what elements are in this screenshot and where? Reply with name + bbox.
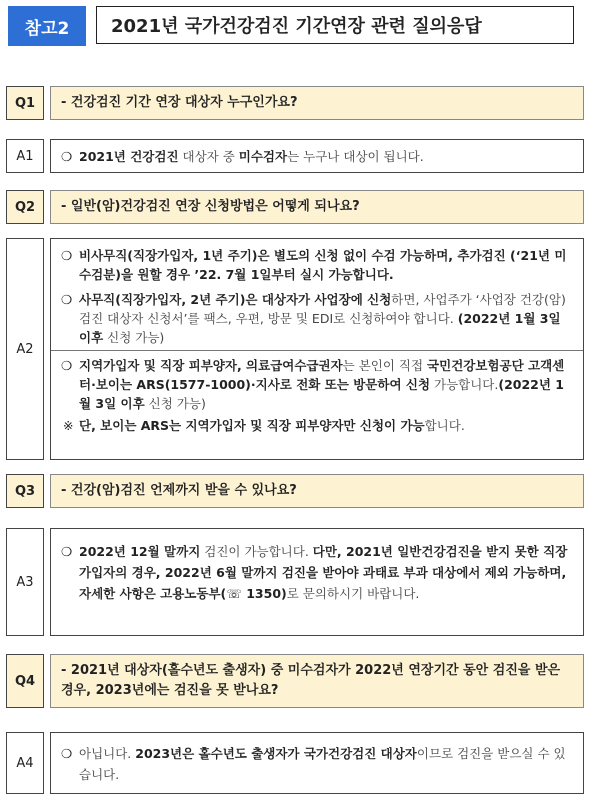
q2-label: Q2 <box>6 190 44 224</box>
q1-text: - 건강검진 기간 연장 대상자 누구인가요? <box>50 86 584 120</box>
a2-b2-part2: 하면, 사업주가 ‘사업장 건강(암)검진 대상자 신청서’를 팩스, 우편, 방문 및 EDI로 신청하여야 합니다. <box>79 292 566 326</box>
a2-b3-part1: 지역가입자 및 직장 피부양자, 의료급여수급권자 <box>79 358 343 373</box>
a2-b2-part4: 신청 가능) <box>103 330 165 345</box>
bullet-icon: ❍ <box>61 544 73 559</box>
a1-part4: 는 누구나 대상이 됩니다. <box>287 149 424 164</box>
bullet-icon: ❍ <box>61 358 73 373</box>
a2-item-1 <box>51 239 583 287</box>
a1-part1: 2021년 건강검진 <box>79 149 179 164</box>
a3-part1: 2022년 12월 말까지 <box>79 544 201 559</box>
a2-label: A2 <box>6 238 44 460</box>
a3-part3: 다만, 2021년 일반건강검진을 받지 못한 직장가입자의 경우, 2022년 6월 말까지 검진을 받아야 과태료 부과 대상에서 제외 가능하며, 자세한 사항은 <box>79 544 568 601</box>
a2-b1-text: 비사무직(직장가입자, 1년 주기)은 별도의 신청 없이 수검 가능하며, 추가검진 (‘21년 미수검분)을 원할 경우 ’22. 7월 1일부터 실시 가능합니다. <box>79 248 567 282</box>
a1-label: A1 <box>6 139 44 173</box>
a3-item <box>51 529 583 607</box>
q3-text: - 건강(암)검진 언제까지 받을 수 있나요? <box>50 474 584 508</box>
a3-box <box>50 528 584 636</box>
a2-item-3 <box>51 351 583 416</box>
a4-part1: 아닙니다. <box>79 746 136 761</box>
a1-box <box>50 139 584 173</box>
page-title: 2021년 국가건강검진 기간연장 관련 질의응답 <box>96 6 574 44</box>
a2-item-2 <box>51 287 583 350</box>
a1-part2: 대상자 중 <box>178 149 239 164</box>
a2-b3-part4: 가능합니다. <box>430 377 499 392</box>
q2-text: - 일반(암)건강검진 연장 신청방법은 어떻게 되나요? <box>50 190 584 224</box>
a4-part2: 2023년은 홀수년도 출생자가 국가건강검진 대상자 <box>135 746 417 761</box>
a3-part2: 검진이 가능합니다. <box>200 544 313 559</box>
a4-item <box>51 733 583 788</box>
q1-label: Q1 <box>6 86 44 120</box>
a2-b2-part3: (2022년 1월 3일 이후 <box>79 311 561 345</box>
a2-b3-part3: 국민건강보험공단 고객센터·보이는 ARS(1577-1000)·지사로 전화 또는 방문하여 신청 <box>79 358 565 392</box>
q3-label: Q3 <box>6 474 44 508</box>
bullet-icon: ❍ <box>61 746 73 761</box>
a4-label: A4 <box>6 732 44 794</box>
a4-part3: 이므로 검진을 받으실 수 있습니다. <box>79 746 566 782</box>
note-mark: ※ <box>63 418 74 433</box>
q4-text: - 2021년 대상자(홀수년도 출생자) 중 미수검자가 2022년 연장기간 동안 검진을 받은 경우, 2023년에는 검진을 못 받나요? <box>50 654 584 708</box>
reference-badge: 참고2 <box>8 6 86 46</box>
a3-part4: 고용노동부(☏ 1350) <box>160 586 287 601</box>
a2-note-part2: 합니다. <box>424 418 465 433</box>
a4-box <box>50 732 584 794</box>
bullet-icon: ❍ <box>61 292 73 307</box>
q4-label: Q4 <box>6 654 44 708</box>
a2-box <box>50 238 584 460</box>
a1-part3: 미수검자 <box>238 149 288 164</box>
bullet-icon: ❍ <box>61 248 73 263</box>
a2-b3-part2: 는 본인이 직접 <box>342 358 428 373</box>
a2-b2-part1: 사무직(직장가입자, 2년 주기)은 대상자가 사업장에 신청 <box>79 292 392 307</box>
a2-b3-part5: (2022년 1월 3일 이후 <box>79 377 564 411</box>
a3-part5: 로 문의하시기 바랍니다. <box>286 586 420 601</box>
a3-label: A3 <box>6 528 44 636</box>
bullet-icon: ❍ <box>61 149 73 164</box>
a2-note-part1: 단, 보이는 ARS는 지역가입자 및 직장 피부양자만 신청이 가능 <box>79 418 425 433</box>
a2-b3-part6: 신청 가능) <box>144 396 206 411</box>
a2-note <box>51 416 583 438</box>
a1-item <box>51 140 583 169</box>
